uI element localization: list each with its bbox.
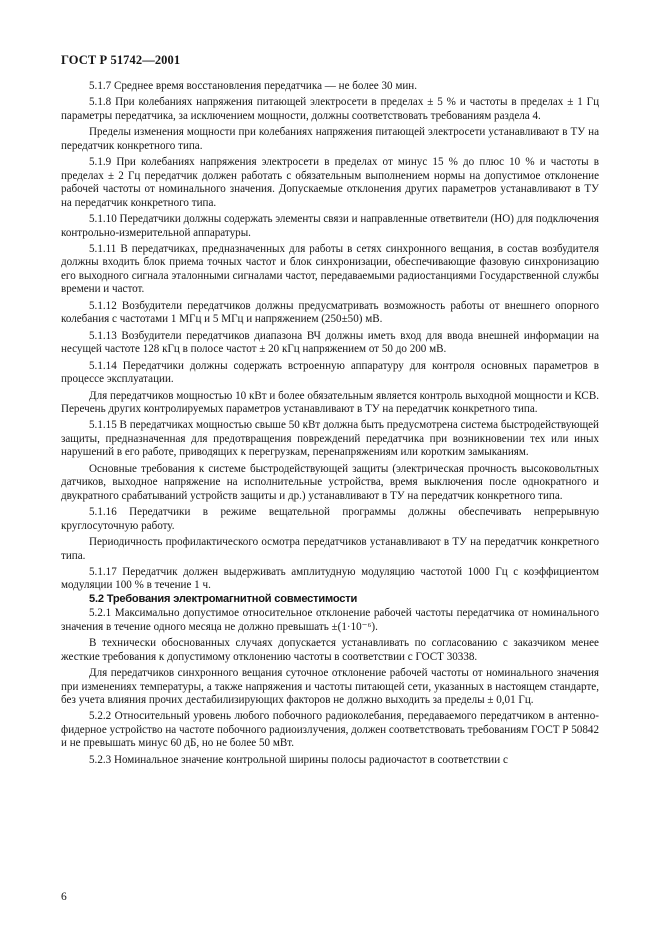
paragraph: 5.1.16 Передатчики в режиме вещательной программы должны обеспечивать непрерывную круглосуточную работу. <box>61 506 599 532</box>
standard-header: ГОСТ Р 51742—2001 <box>61 53 181 67</box>
paragraph: 5.1.13 Возбудители передатчиков диапазона ВЧ должны иметь вход для ввода внешней информации на несущей частоте 128 кГц в полосе частот ± 20 кГц напряжением от 50 до 200 мВ. <box>61 329 599 356</box>
paragraph: Пределы изменения мощности при колебаниях напряжения питающей электросети устанавливают в ТУ на передатчик конкретного типа. <box>61 126 599 152</box>
page-number: 6 <box>61 891 67 903</box>
paragraph: 5.2.1 Максимально допустимое относительное отклонение рабочей частоты передатчика от номинального значения в течение одного месяца не должно превышать ±(1·10⁻⁶). <box>61 607 599 633</box>
section-heading: 5.2 Требования электромагнитной совместимости <box>89 592 358 605</box>
paragraph: 5.2.3 Номинальное значение контрольной ширины полосы радиочастот в соответствии с <box>89 753 508 766</box>
paragraph: В технически обоснованных случаях допускается устанавливать по согласованию с заказчиком менее жесткие требования к допустимому отклонению частоты в соответствии с ГОСТ 30338. <box>61 637 599 663</box>
body-text <box>61 80 599 770</box>
paragraph: 5.1.11 В передатчиках, предназначенных для работы в сетях синхронного вещания, в состав возбудителя должны входить блок приема точных частот и блок синхронизации, обеспечивающие фазовую синхронизацию его выходного сигнала эталонными сигналами частот, передаваемыми радиостанциями Государственной службы времени и частот. <box>61 242 599 296</box>
paragraph: 5.1.12 Возбудители передатчиков должны предусматривать возможность работы от внешнего опорного колебания с частотами 1 МГц и 5 МГц и напряжением (250±50) мВ. <box>61 299 599 326</box>
paragraph: 5.2.2 Относительный уровень любого побочного радиоколебания, передаваемого передатчиком в антенно-фидерное устройство на частоте побочного радиоизлучения, должен соответствовать требованиям ГОСТ Р 50842 и не превышать минус 60 дБ, но не более 50 мВт. <box>61 710 599 750</box>
paragraph: 5.1.17 Передатчик должен выдерживать амплитудную модуляцию частотой 1000 Гц с коэффициентом модуляции 100 % в течение 1 ч. <box>61 565 599 592</box>
paragraph: Периодичность профилактического осмотра передатчиков устанавливают в ТУ на передатчик конкретного типа. <box>61 536 599 562</box>
paragraph: 5.1.8 При колебаниях напряжения питающей электросети в пределах ± 5 % и частоты в пределах ± 1 Гц параметры передатчика, за исключением мощности, должны соответствовать требованиям раздела 4. <box>61 96 599 122</box>
paragraph: 5.1.15 В передатчиках мощностью свыше 50 кВт должна быть предусмотрена система быстродействующей защиты, предназначенная для предотвращения повреждений передатчика при возникновении тех или иных нарушений в его работе, приводящих к перегрузкам, перенапряжениям или коротким замыканиям. <box>61 419 599 459</box>
paragraph: 5.1.7 Среднее время восстановления передатчика — не более 30 мин. <box>89 80 418 92</box>
paragraph: Основные требования к системе быстродействующей защиты (электрическая прочность высоковольтных датчиков, выходное напряжение на исполнительные устройства, время выключения после однократного и двукратного срабатываний устройств защиты и др.) устанавливают в ТУ на передатчик конкретного типа. <box>61 462 599 502</box>
paragraph: 5.1.14 Передатчики должны содержать встроенную аппаратуру для контроля основных параметров в процессе эксплуатации. <box>61 359 599 386</box>
paragraph: Для передатчиков синхронного вещания суточное отклонение рабочей частоты от номинального значения при изменениях температуры, а также напряжения и частоты питающей сети, указанных в настоящем стандарте, без учета влияния прочих дестабилизирующих факторов не должно выходить за пределы ± 0,01 Гц. <box>61 667 599 707</box>
paragraph: Для передатчиков мощностью 10 кВт и более обязательным является контроль выходной мощности и КСВ. Перечень других контролируемых параметров устанавливают в ТУ на передатчик конкретного типа. <box>61 389 599 415</box>
paragraph: 5.1.10 Передатчики должны содержать элементы связи и направленные ответвители (НО) для подключения контрольно-измерительной аппаратуры. <box>61 213 599 239</box>
paragraph: 5.1.9 При колебаниях напряжения электросети в пределах от минус 15 % до плюс 10 % и частоты в пределах ± 2 Гц передатчик должен работать с обязательным выполнением нормы на допустимое отклонение рабочей частоты от номинального значения. Допускаемые отклонения других параметров устанавливают в ТУ на передатчик конкретного типа. <box>61 156 599 209</box>
